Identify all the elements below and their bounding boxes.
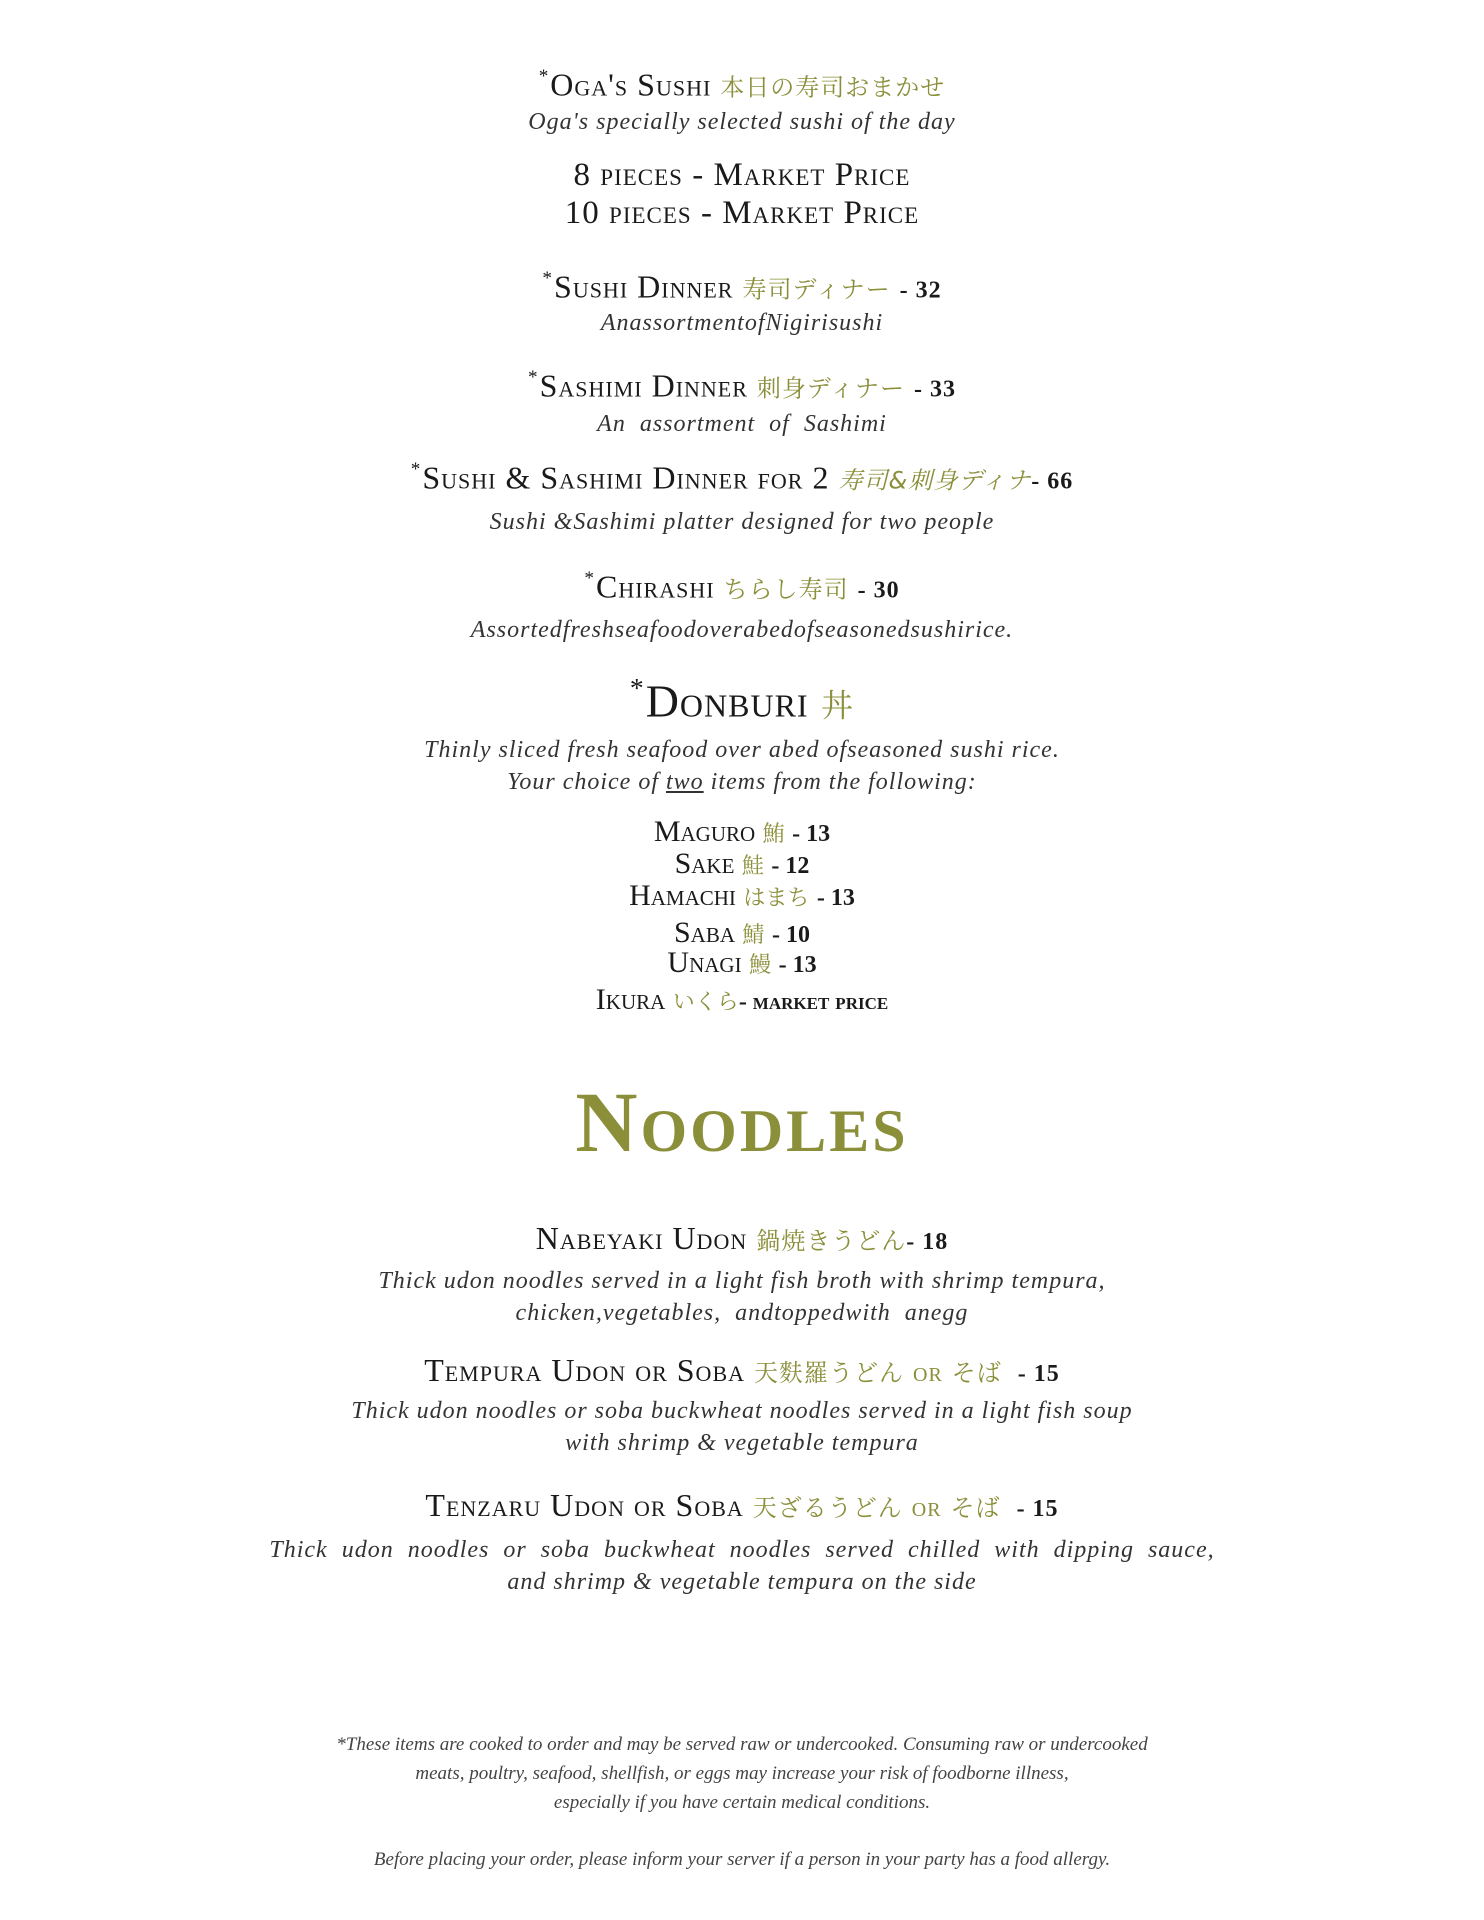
disclaimer-line-3: especially if you have certain medical conditions. [553,1792,931,1813]
chirashi-title-line [0,568,1484,605]
sushi-dinner-price: - 32 [899,277,942,304]
chirashi-price: - 30 [857,577,900,604]
disclaimer-line-1: *These items are cooked to order and may be served raw or undercooked. Consuming raw or undercooked [336,1734,1148,1755]
donburi-item-name: Ikura [595,983,666,1016]
donburi-item-price: - market price [738,989,889,1015]
noodle-desc-1: Thick udon noodles or soba buckwheat noodles served chilled with dipping sauce, [269,1537,1215,1563]
donburi-item-jp: 鯖 [742,923,765,948]
raw-asterisk: * [629,672,645,703]
raw-asterisk: * [538,66,550,87]
noodle-title: Tempura Udon or Soba [424,1352,745,1388]
donburi-item-price: - 13 [816,885,855,911]
noodle-price: - 18 [906,1229,949,1255]
donburi-title: Donburi [645,675,809,727]
donburi-item-price: - 13 [792,821,831,847]
donburi-item [0,946,1484,980]
donburi-item-jp: 鮭 [741,854,764,879]
sushi-dinner-jp: 寿司ディナー [742,275,891,304]
donburi-title-line [0,672,1484,727]
sashimi-dinner-jp: 刺身ディナー [756,374,906,403]
noodle-jp: 天麩羅うどん [754,1359,904,1387]
donburi-item-name: Sake [674,847,735,880]
chirashi-desc: Assortedfreshseafoodoverabedofseasonedsushirice. [470,617,1014,643]
noodle-desc-2: with shrimp & vegetable tempura [565,1430,919,1456]
raw-asterisk: * [410,459,422,480]
sushi-sashimi-2-desc: Sushi &Sashimi platter designed for two people [489,509,995,535]
donburi-item [0,916,1484,950]
raw-asterisk: * [584,568,595,589]
omakase-title: Oga's Sushi [550,66,712,103]
omakase-option-8: 8 pieces - Market Price [573,157,911,193]
donburi-item [0,847,1484,881]
donburi-item-name: Saba [673,916,735,949]
donburi-desc-1: Thinly sliced fresh seafood over abed ofseasoned sushi rice. [424,737,1060,763]
chirashi-jp: ちらし寿司 [723,575,849,604]
sashimi-dinner-desc: An assortment of Sashimi [597,411,887,437]
sushi-sashimi-2-jp: 寿司&刺身ディナ [838,466,1032,495]
donburi-desc-2-two: two [665,769,704,795]
donburi-jp: 丼 [821,686,855,725]
donburi-item-jp: いくら [672,990,739,1015]
donburi-item-name: Hamachi [629,879,736,912]
raw-asterisk: * [542,268,554,289]
omakase-option-10: 10 pieces - Market Price [564,195,920,231]
raw-asterisk: * [527,367,539,388]
sushi-sashimi-2-title-line [0,459,1484,496]
noodle-or: or [913,1357,943,1388]
omakase-jp: 本日の寿司おまかせ [720,73,946,102]
disclaimer-line-2: meats, poultry, seafood, shellfish, or eggs may increase your risk of foodborne illness, [415,1763,1069,1784]
donburi-desc-2 [0,766,1484,798]
noodle-desc-1: Thick udon noodles served in a light fish broth with shrimp tempura, [378,1268,1106,1294]
sashimi-dinner-title: Sashimi Dinner [539,367,748,404]
donburi-item-name: Unagi [667,946,742,979]
donburi-item-price: - 13 [778,952,817,978]
donburi-item [0,879,1484,913]
noodle-desc-2: chicken,vegetables, andtoppedwith anegg [515,1300,969,1326]
sushi-dinner-title-line [0,268,1484,305]
chirashi-title: Chirashi [596,568,715,605]
sashimi-dinner-title-line [0,367,1484,404]
noodle-title: Tenzaru Udon or Soba [425,1487,744,1523]
sushi-dinner-desc: AnassortmentofNigirisushi [600,310,884,336]
noodle-title-line [0,1487,1484,1524]
noodle-desc-1: Thick udon noodles or soba buckwheat noodles served in a light fish soup [351,1398,1133,1424]
donburi-desc-2-post: items from the following: [703,769,977,795]
donburi-item-name: Maguro [653,815,756,848]
noodle-jp-2: そば [951,1359,1002,1387]
sashimi-dinner-price: - 33 [914,376,957,403]
noodle-title: Nabeyaki Udon [535,1220,748,1256]
sushi-dinner-title: Sushi Dinner [554,268,734,305]
noodle-price: - 15 [1009,1496,1059,1522]
donburi-item-jp: 鰻 [749,953,772,978]
donburi-item-jp: はまち [743,886,810,911]
donburi-item [0,815,1484,849]
allergy-notice: Before placing your order, please inform your server if a person in your party has a food allergy. [373,1849,1111,1870]
donburi-item-jp: 鮪 [762,822,785,847]
noodle-jp-2: そば [950,1494,1001,1522]
omakase-desc: Oga's specially selected sushi of the day [528,109,956,135]
noodle-price: - 15 [1010,1361,1060,1387]
sushi-sashimi-2-title: Sushi & Sashimi Dinner for 2 [422,459,830,496]
noodle-desc-2: and shrimp & vegetable tempura on the side [507,1569,977,1595]
noodle-title-line [0,1220,1484,1257]
noodle-title-line [0,1352,1484,1389]
noodle-or: or [911,1492,942,1523]
noodle-jp: 鍋焼きうどん [756,1227,907,1255]
noodles-heading: Noodles [575,1074,909,1170]
sushi-sashimi-2-price: - 66 [1031,468,1074,495]
donburi-desc-2-pre: Your choice of [507,769,666,795]
donburi-item [0,983,1484,1017]
omakase-title-line [0,66,1484,103]
donburi-item-price: - 10 [772,922,811,948]
noodle-jp: 天ざるうどん [752,1494,903,1522]
donburi-item-price: - 12 [771,853,810,879]
